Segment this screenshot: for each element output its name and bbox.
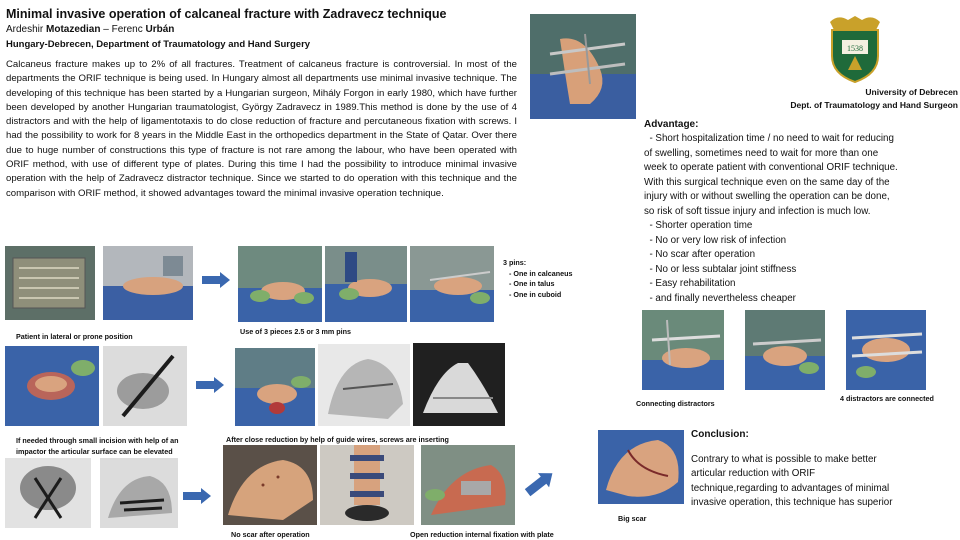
affiliation: Hungary-Debrecen, Department of Traumatology and Hand Surgery bbox=[6, 39, 311, 50]
conclusion-line: Contrary to what is possible to make better bbox=[691, 454, 877, 465]
xray-lateral bbox=[318, 344, 410, 426]
intro-paragraph: Calcaneus fracture makes up to 2% of all fractures. Treatment of calcaneus fracture is controversial. In most of the departments the ORIF technique is being used. In Hungary almost all departments use minimal invasive technique. The developing of this technique has been started by a Hungarian surgeon, Mihály Forgon in early 1980, which have further been developed by another Hungarian traumatologist, György Zadravecz in 1989.This method is done by the use of 4 distractors and with the help of ligamentotaxis to do close reduction of fracture and percutaneous fixation with screws. I had the possibility to work for 8 years in the Middle East in the orthopedics department in the State of Qatar. Over there due to huge number of constructions this type of fracture is not rare among the labour, who have been operated with ORIF method, with use of different type of plates. During this time I had the possibility to introduce minimal invasive operation with the help of Zadravecz distractor technique. Since we started to do operation with this technique and the comparison with ORIF method, it showed advantages toward the minimal invasive operation technique. bbox=[6, 59, 517, 199]
conclusion-line: articular reduction with ORIF bbox=[691, 468, 816, 480]
advantage-line: of swelling, sometimes need to wait for more than one bbox=[644, 147, 879, 159]
xray-impactor bbox=[103, 346, 187, 426]
photo-connecting-distractors-2 bbox=[745, 310, 825, 390]
photo-screw-insertion bbox=[235, 348, 315, 426]
university-line1: University of Debrecen bbox=[865, 87, 958, 97]
advantage-line: - No or less subtalar joint stiffness bbox=[644, 263, 797, 275]
conclusion-line: invasive operation, this technique has superior bbox=[691, 497, 893, 509]
caption-incision-1: If needed through small incision with help of an bbox=[16, 436, 179, 445]
advantage-line: - and finally nevertheless cheaper bbox=[644, 292, 796, 304]
caption-patient-position: Patient in lateral or prone position bbox=[16, 332, 133, 341]
photo-no-scar bbox=[223, 445, 317, 525]
advantage-line: - Easy rehabilitation bbox=[644, 278, 736, 289]
advantage-list bbox=[644, 132, 960, 306]
author-sep: – Ferenc bbox=[100, 24, 146, 35]
photo-impactor bbox=[5, 346, 99, 426]
author2-last: Urbán bbox=[145, 24, 175, 35]
pin-item: - One in talus bbox=[509, 279, 555, 288]
pin-item: - One in cuboid bbox=[509, 289, 562, 299]
photo-big-scar bbox=[598, 430, 684, 504]
arrow-right-icon bbox=[196, 377, 224, 393]
caption-connecting: Connecting distractors bbox=[636, 399, 715, 408]
advantage-line: - No scar after operation bbox=[644, 249, 756, 260]
poster-title: Minimal invasive operation of calcaneal fracture with Zadravecz technique bbox=[6, 7, 447, 21]
advantage-title: Advantage: bbox=[644, 119, 699, 130]
caption-no-scar: No scar after operation bbox=[231, 530, 310, 539]
pin-item: - One in calcaneus bbox=[509, 268, 573, 278]
advantage-line: injury with or without swelling the operation can be done, bbox=[644, 191, 890, 202]
photo-pin-insertion-2 bbox=[325, 246, 407, 322]
photo-foot-brace bbox=[320, 445, 414, 525]
advantage-line: - Shorter operation time bbox=[644, 220, 753, 231]
conclusion-text bbox=[691, 453, 931, 511]
university-crest-icon bbox=[818, 12, 892, 84]
photo-pin-insertion-3 bbox=[410, 246, 494, 322]
authors bbox=[6, 24, 174, 35]
conclusion-line: technique,regarding to advantages of minimal bbox=[691, 482, 890, 494]
advantage-line: week to operate patient with conventional ORIF technique. bbox=[644, 162, 898, 173]
author1-last: Motazedian bbox=[46, 24, 101, 35]
xray-screws-lateral bbox=[100, 458, 178, 528]
author1-first: Ardeshir bbox=[6, 24, 47, 35]
caption-orif: Open reduction internal fixation with plate bbox=[410, 530, 554, 539]
photo-patient-position bbox=[103, 246, 193, 320]
photo-distractor-frame bbox=[530, 14, 636, 119]
photo-pin-insertion-1 bbox=[238, 246, 322, 322]
advantage-line: - Short hospitalization time / no need to wait for reducing bbox=[644, 133, 894, 144]
svg-text:1538: 1538 bbox=[847, 44, 863, 53]
advantage-line: so risk of soft tissue injury and infection is much low. bbox=[644, 205, 871, 217]
photo-connecting-distractors-1 bbox=[642, 310, 724, 390]
caption-incision-2: impactor the articular surface can be elevated bbox=[16, 447, 173, 456]
photo-four-distractors bbox=[846, 310, 926, 390]
caption-pins-use: Use of 3 pieces 2.5 or 3 mm pins bbox=[240, 327, 352, 336]
photo-instrument-tray bbox=[5, 246, 95, 320]
advantage-line: - No or very low risk of infection bbox=[644, 234, 787, 246]
photo-orif-plate bbox=[421, 445, 515, 525]
university-line2: Dept. of Traumatology and Hand Surgeon bbox=[790, 100, 958, 110]
advantage-line: With this surgical technique even on the same day of the bbox=[644, 176, 890, 188]
caption-screws: After close reduction by help of guide wires, screws are inserting bbox=[226, 435, 449, 444]
arrow-right-icon bbox=[183, 488, 211, 504]
pins-title: 3 pins: bbox=[503, 258, 527, 267]
conclusion-title: Conclusion: bbox=[691, 429, 749, 440]
pins-list bbox=[503, 258, 573, 300]
arrow-up-right-icon bbox=[519, 464, 562, 503]
arrow-right-icon bbox=[202, 272, 230, 288]
caption-four-distractors: 4 distractors are connected bbox=[840, 394, 934, 403]
caption-big-scar: Big scar bbox=[618, 514, 647, 523]
xray-screws-axial bbox=[5, 458, 91, 528]
xray-axial bbox=[413, 343, 505, 426]
